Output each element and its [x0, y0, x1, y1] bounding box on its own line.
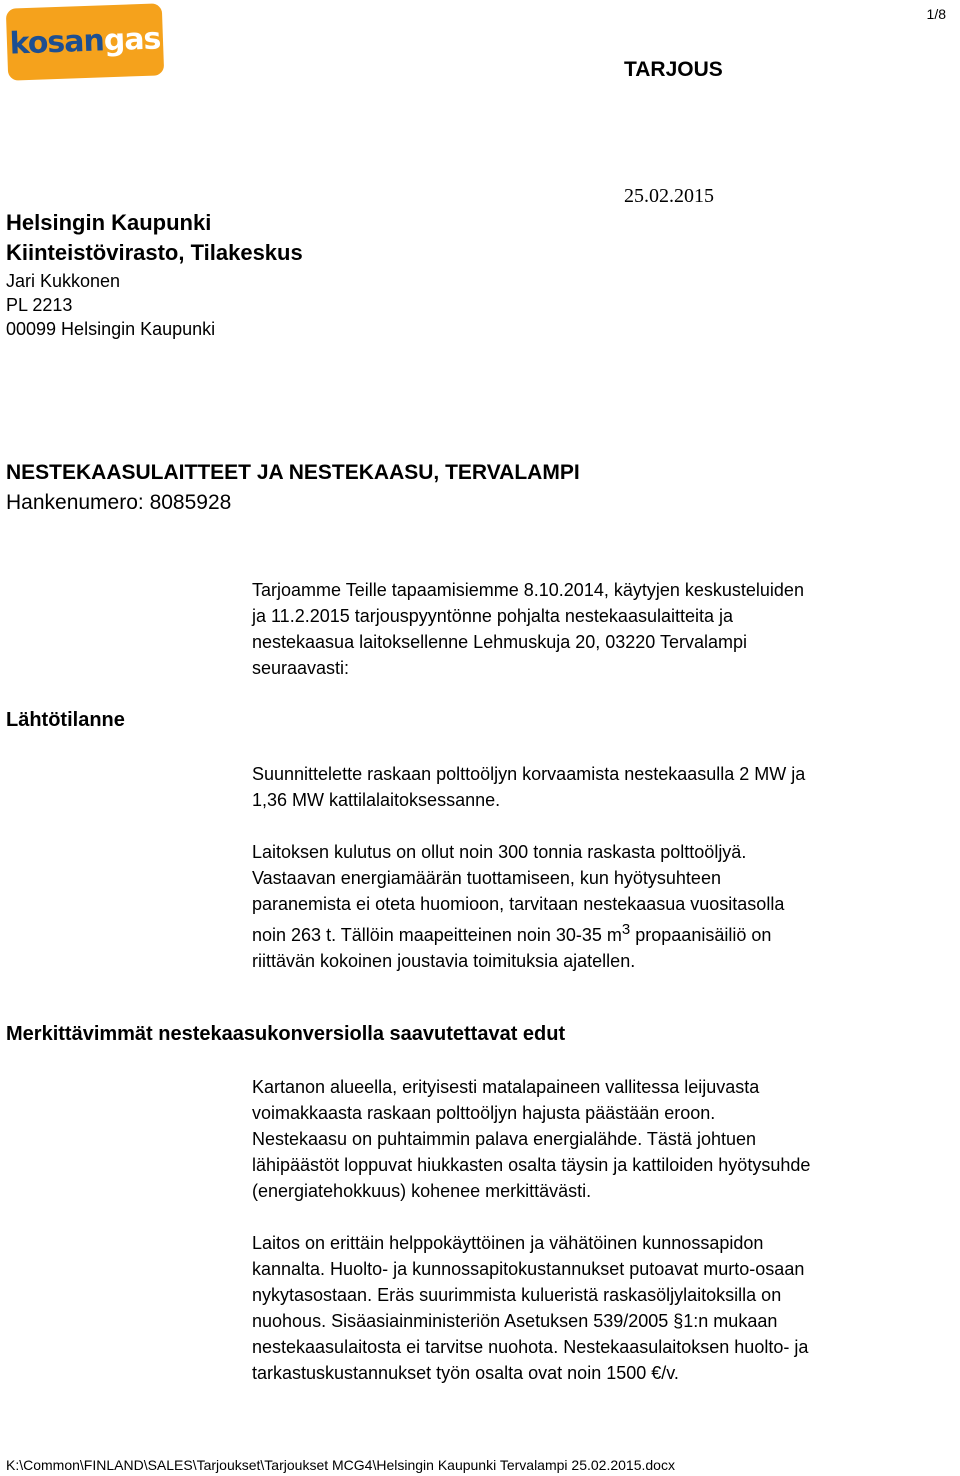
benefits-text	[252, 1074, 958, 1386]
document-date: 25.02.2015	[624, 185, 714, 207]
body-line: nestekaasulaitosta ei tarvitse nuohota. Nestekaasulaitoksen huolto- ja	[252, 1337, 809, 1357]
document-title: TARJOUS	[624, 58, 723, 81]
footer-file-path: K:\Common\FINLAND\SALES\Tarjoukset\Tarjoukset MCG4\Helsingin Kaupunki Tervalampi 25.02.2015.docx	[6, 1457, 675, 1473]
body-line: paranemista ei oteta huomioon, tarvitaan nestekaasua vuositasolla	[252, 894, 785, 914]
logo-text-gas: gas	[103, 21, 161, 59]
section-heading-benefits: Merkittävimmät nestekaasukonversiolla saavutettavat edut	[6, 1023, 566, 1045]
body-line: voimakkaasta raskaan polttoöljyn hajusta päästään eroon.	[252, 1103, 716, 1123]
recipient-postal-address: 00099 Helsingin Kaupunki	[6, 319, 216, 339]
subject-title: NESTEKAASULAITTEET JA NESTEKAASU, TERVALAMPI	[6, 461, 580, 484]
project-number: Hankenumero: 8085928	[6, 491, 232, 514]
body-line: kannalta. Huolto- ja kunnossapitokustannukset putoavat murto-osaan	[252, 1259, 805, 1279]
intro-line: Tarjoamme Teille tapaamisiemme 8.10.2014, käytyjen keskusteluiden	[252, 580, 804, 600]
recipient-po-box: PL 2213	[6, 295, 73, 315]
body-line: Laitoksen kulutus on ollut noin 300 tonnia raskasta polttoöljyä.	[252, 842, 747, 862]
body-line: Nestekaasu on puhtaimmin palava energialähde. Tästä johtuen	[252, 1129, 756, 1149]
body-line: nykytasostaan. Eräs suurimmista kulueristä raskasöljylaitoksilla on	[252, 1285, 782, 1305]
body-line	[252, 917, 958, 948]
body-text: noin 263 t. Tällöin maapeitteinen noin 30-35 m	[252, 925, 622, 945]
body-line: tarkastuskustannukset työn osalta ovat noin 1500 €/v.	[252, 1363, 679, 1383]
logo-text	[9, 21, 161, 62]
intro-line: nestekaasua laitoksellenne Lehmuskuja 20, 03220 Tervalampi	[252, 632, 747, 652]
recipient-block	[6, 212, 303, 344]
superscript-3: 3	[621, 921, 631, 938]
body-line: lähipäästöt loppuvat hiukkasten osalta täysin ja kattiloiden hyötysuhde	[252, 1155, 811, 1175]
intro-line: ja 11.2.2015 tarjouspyyntönne pohjalta nestekaasulaitteita ja	[252, 606, 734, 626]
body-line: Kartanon alueella, erityisesti matalapaineen vallitessa leijuvasta	[252, 1077, 760, 1097]
body-line: Laitos on erittäin helppokäyttöinen ja vähätöinen kunnossapidon	[252, 1233, 764, 1253]
recipient-department: Kiinteistövirasto, Tilakeskus	[6, 240, 303, 265]
body-text: propaanisäiliö on	[630, 925, 772, 945]
section-label-lahtotilanne: Lähtötilanne	[6, 709, 125, 731]
intro-paragraph	[252, 577, 958, 681]
company-logo	[6, 3, 164, 80]
page-number: 1/8	[926, 6, 946, 22]
body-line: Suunnittelette raskaan polttoöljyn korvaamista nestekaasulla 2 MW ja	[252, 764, 806, 784]
lahtotilanne-text	[252, 761, 958, 974]
subject-block	[6, 458, 580, 518]
intro-line: seuraavasti:	[252, 658, 350, 678]
logo-text-kosan: kosan	[9, 23, 105, 62]
recipient-person: Jari Kukkonen	[6, 271, 121, 291]
body-line: nuohous. Sisäasiainministeriön Asetuksen 539/2005 §1:n mukaan	[252, 1311, 778, 1331]
body-line: (energiatehokkuus) kohenee merkittävästi.	[252, 1181, 592, 1201]
body-line: 1,36 MW kattilalaitoksessanne.	[252, 790, 501, 810]
body-line: Vastaavan energiamäärän tuottamiseen, kun hyötysuhteen	[252, 868, 721, 888]
body-line: riittävän kokoinen joustavia toimituksia ajatellen.	[252, 951, 636, 971]
recipient-organization: Helsingin Kaupunki	[6, 210, 212, 235]
